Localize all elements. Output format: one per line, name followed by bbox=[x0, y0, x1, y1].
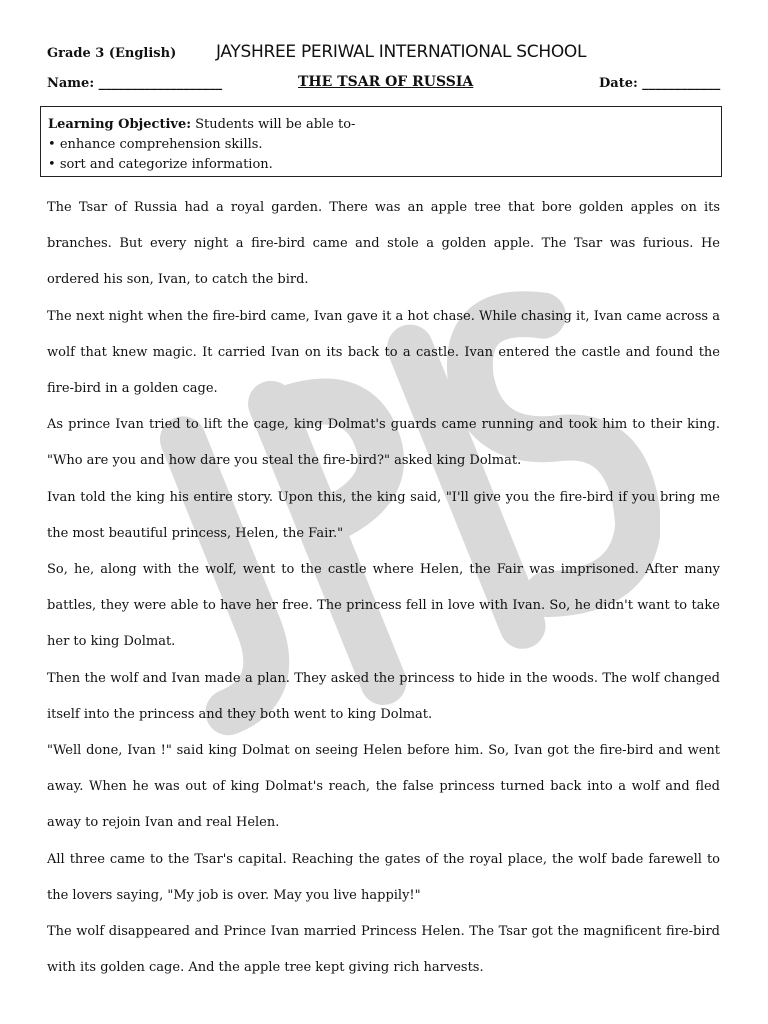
objective-label: Learning Objective: bbox=[48, 117, 192, 132]
story-paragraph: Then the wolf and Ivan made a plan. They asked the princess to hide in the woods. The wolf changed itself into the princess and they both went to king Dolmat. bbox=[47, 670, 720, 722]
story-paragraph: So, he, along with the wolf, went to the castle where Helen, the Fair was imprisoned. After many battles, they were able to have her free. The princess fell in love with Ivan. So, he didn't want to take her to king Dolmat. bbox=[47, 562, 720, 650]
story-paragraph: "Well done, Ivan !" said king Dolmat on seeing Helen before him. So, Ivan got the fire-bird and went away. When he was out of king Dolmat's reach, the false princess turned back into a wolf and fled away to rejoin Ivan and real Helen. bbox=[47, 743, 720, 831]
objective-item: • enhance comprehension skills. bbox=[48, 137, 263, 152]
story-paragraph: All three came to the Tsar's capital. Reaching the gates of the royal place, the wolf bade farewell to the lovers saying, "My job is over. May you live happily!" bbox=[47, 851, 720, 903]
objective-item: • sort and categorize information. bbox=[48, 157, 273, 172]
date-field: Date: ____________ bbox=[599, 76, 721, 91]
story-paragraph: The next night when the fire-bird came, Ivan gave it a hot chase. While chasing it, Ivan came across a wolf that knew magic. It carried Ivan on its back to a castle. Ivan entered the castle and found the fire-bird in a golden cage. bbox=[47, 308, 720, 397]
story-paragraph: The Tsar of Russia had a royal garden. There was an apple tree that bore golden apples on its branches. But every night a fire-bird came and stole a golden apple. The Tsar was furious. He ordered his son, Ivan, to catch the bird. bbox=[47, 200, 720, 288]
school-name: JAYSHREE PERIWAL INTERNATIONAL SCHOOL bbox=[216, 42, 587, 62]
objective-intro: Students will be able to- bbox=[191, 117, 356, 132]
learning-objective-box bbox=[40, 106, 722, 177]
worksheet-title: THE TSAR OF RUSSIA bbox=[298, 74, 474, 90]
name-field: Name: ___________________ bbox=[47, 76, 223, 91]
story-paragraph: Ivan told the king his entire story. Upon this, the king said, "I'll give you the fire-bird if you bring me the most beautiful princess, Helen, the Fair." bbox=[47, 489, 720, 541]
grade-label: Grade 3 (English) bbox=[47, 46, 177, 61]
story-text bbox=[47, 190, 720, 986]
story-paragraph: As prince Ivan tried to lift the cage, king Dolmat's guards came running and took him to their king. "Who are you and how dare you steal the fire-bird?" asked king Dolmat. bbox=[47, 417, 720, 469]
bullet-icon: • bbox=[48, 137, 60, 152]
objective-heading bbox=[48, 115, 714, 135]
story-paragraph: The wolf disappeared and Prince Ivan married Princess Helen. The Tsar got the magnificent fire-bird with its golden cage. And the apple tree kept giving rich harvests. bbox=[47, 924, 720, 976]
bullet-icon: • bbox=[48, 157, 60, 172]
